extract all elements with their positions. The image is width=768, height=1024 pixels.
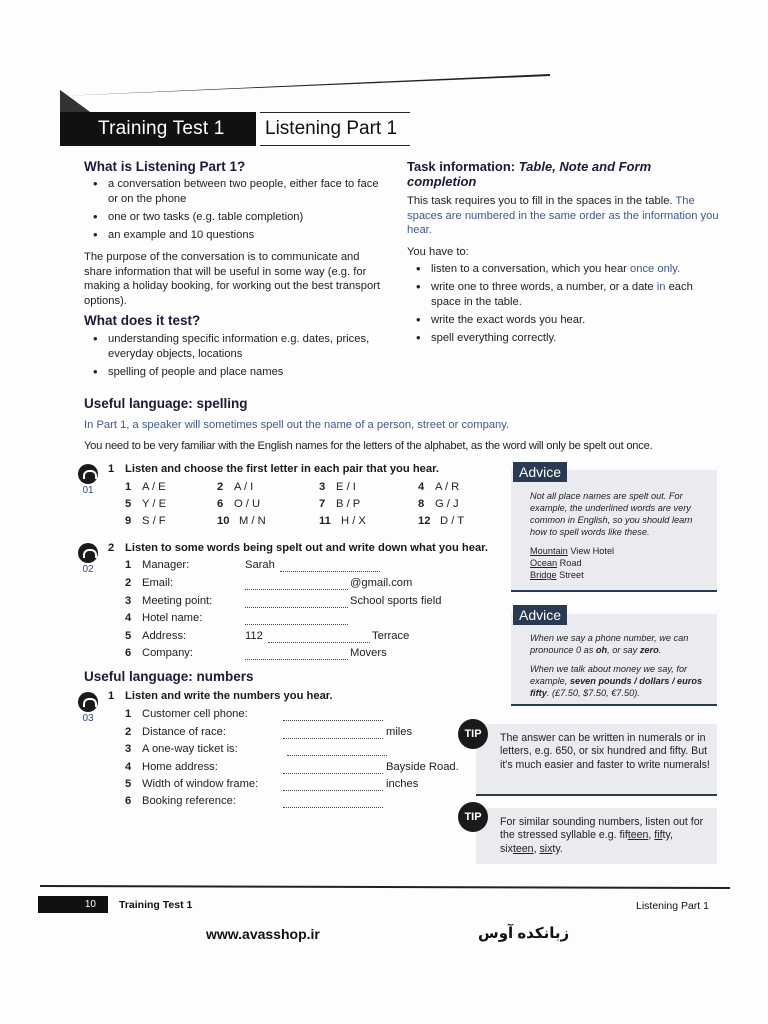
what-is-bullets — [84, 177, 384, 246]
numbers-heading: Useful language: numbers — [84, 669, 254, 684]
letter-pair: 1 A / E — [125, 481, 166, 493]
q2-suffix: @gmail.com — [350, 577, 413, 589]
list-item: • spell everything correctly. — [407, 331, 722, 346]
what-test-bullets — [84, 332, 384, 383]
q2-item: 5 Address: — [125, 630, 187, 642]
track-number: 01 — [82, 485, 94, 496]
tip-text: For similar sounding numbers, listen out for the stressed syllable e.g. fifteen, fifty, sixteen, sixty. — [500, 816, 704, 855]
page-subtitle: Listening Part 1 — [265, 118, 398, 139]
letter-pair: 8 G / J — [418, 498, 459, 510]
letter-pair: 12 D / T — [418, 515, 465, 527]
numbers-item: 6 Booking reference: — [125, 795, 236, 807]
answer-blank[interactable] — [245, 615, 348, 625]
numbers-item: 2 Distance of race: — [125, 726, 226, 738]
footer-right: Listening Part 1 — [636, 900, 709, 912]
track-number: 02 — [82, 564, 94, 575]
letter-pair: 10 M / N — [217, 515, 266, 527]
q2-item: 2 Email: — [125, 577, 174, 589]
advice-example: Mountain View Hotel — [530, 546, 615, 556]
q2-suffix: School sports field — [350, 595, 442, 607]
what-is-heading: What is Listening Part 1? — [84, 159, 246, 174]
task-info-paragraph: This task requires you to fill in the spaces in the table. The spaces are numbered in the same order as the information you hear. — [407, 195, 719, 236]
numbers-suffix: inches — [386, 778, 419, 790]
q2-prefill: 112 — [245, 630, 263, 642]
what-test-heading: What does it test? — [84, 313, 201, 328]
numbers-suffix: miles — [386, 726, 413, 738]
list-item: • understanding specific information e.g. dates, prices, everyday objects, locations — [84, 332, 384, 361]
page-title: Training Test 1 — [98, 118, 225, 139]
q2-prefill: Sarah — [245, 559, 275, 571]
numbers-item: 3 A one-way ticket is: — [125, 743, 238, 755]
tip-divider — [476, 794, 717, 796]
letter-pair: 9 S / F — [125, 515, 166, 527]
answer-blank[interactable] — [283, 764, 383, 774]
task-bullets — [407, 262, 722, 349]
you-have-to: You have to: — [407, 246, 469, 258]
advice-divider — [511, 704, 717, 706]
list-item: • a conversation between two people, either face to face or on the phone — [84, 177, 384, 206]
advice-example: Ocean Road — [530, 558, 582, 568]
audio-track-01[interactable] — [77, 464, 99, 496]
tip-badge: TIP — [458, 719, 488, 749]
answer-blank[interactable] — [283, 781, 383, 791]
answer-blank[interactable] — [283, 711, 383, 721]
answer-blank[interactable] — [283, 729, 383, 739]
list-item: • write the exact words you hear. — [407, 313, 722, 328]
spelling-heading: Useful language: spelling — [84, 396, 248, 411]
tip-text: The answer can be written in numerals or in letters, e.g. 650, or six hundred and fifty. But it's much easier and faster to write numerals! — [500, 732, 710, 771]
answer-blank[interactable] — [268, 633, 370, 643]
headphones-icon — [78, 692, 98, 712]
numbers-item: 4 Home address: — [125, 761, 218, 773]
answer-blank[interactable] — [280, 562, 380, 572]
list-item: • spelling of people and place names — [84, 365, 384, 380]
spelling-line-1: In Part 1, a speaker will sometimes spell out the name of a person, street or company. — [84, 419, 510, 431]
answer-blank[interactable] — [287, 746, 387, 756]
watermark-brand: زبانکده آوس — [478, 925, 570, 942]
headphones-icon — [78, 464, 98, 484]
numbers-suffix: Bayside Road. — [386, 761, 459, 773]
advice-text: When we say a phone number, we can pronounce 0 as oh, or say zero. — [530, 633, 689, 655]
tip-badge: TIP — [458, 802, 488, 832]
letter-pair: 4 A / R — [418, 481, 460, 493]
list-item: • write one to three words, a number, or a date in each space in the table. — [407, 280, 722, 309]
numbers-item: 1 Customer cell phone: — [125, 708, 248, 720]
q2-item: 6 Company: — [125, 647, 193, 659]
audio-track-03[interactable] — [77, 692, 99, 724]
answer-blank[interactable] — [245, 650, 348, 660]
answer-blank[interactable] — [283, 798, 383, 808]
numbers-q-heading: 1 Listen and write the numbers you hear. — [108, 690, 333, 702]
advice-text: When we talk about money we say, for example, seven pounds / dollars / euros fifty. (£7.50, $7.50, €7.50). — [530, 664, 703, 698]
footer-rule — [40, 882, 730, 892]
numbers-item: 5 Width of window frame: — [125, 778, 259, 790]
advice-text: Not all place names are spelt out. For example, the underlined words are very common in English, so you should learn how to spell words like these. — [530, 491, 693, 537]
letter-pair: 3 E / I — [319, 481, 356, 493]
advice-example: Bridge Street — [530, 570, 584, 580]
q1-heading: 1 Listen and choose the first letter in each pair that you hear. — [108, 463, 439, 475]
advice-tag: Advice — [513, 462, 567, 482]
q2-item: 3 Meeting point: — [125, 595, 213, 607]
spelling-line-2: You need to be very familiar with the English names for the letters of the alphabet, as the word will only be spelt out once. — [84, 440, 653, 452]
page-number: 10 — [38, 896, 108, 913]
letter-pair: 2 A / I — [217, 481, 254, 493]
answer-blank[interactable] — [245, 580, 348, 590]
audio-track-02[interactable] — [77, 543, 99, 575]
letter-pair: 11 H / X — [319, 515, 366, 527]
answer-blank[interactable] — [245, 598, 348, 608]
letter-pair: 7 B / P — [319, 498, 361, 510]
q2-item: 4 Hotel name: — [125, 612, 203, 624]
letter-pair: 6 O / U — [217, 498, 261, 510]
letter-pair: 5 Y / E — [125, 498, 167, 510]
list-item: • one or two tasks (e.g. table completion) — [84, 210, 384, 225]
advice-tag: Advice — [513, 605, 567, 625]
headphones-icon — [78, 543, 98, 563]
track-number: 03 — [82, 713, 94, 724]
purpose-paragraph: The purpose of the conversation is to communicate and share information that will be useful in some way (e.g. for making a holiday booking, for working out the best transport options). — [84, 251, 381, 307]
task-info-heading: Task information: Table, Note and Form completion — [407, 159, 652, 189]
q2-suffix: Terrace — [372, 630, 410, 642]
advice-divider — [511, 590, 717, 592]
list-item: • listen to a conversation, which you hear once only. — [407, 262, 722, 277]
q2-item: 1 Manager: — [125, 559, 190, 571]
watermark-url[interactable]: www.avasshop.ir — [206, 926, 320, 942]
q2-heading: 2 Listen to some words being spelt out and write down what you hear. — [108, 542, 489, 554]
list-item: • an example and 10 questions — [84, 228, 384, 243]
q2-suffix: Movers — [350, 647, 387, 659]
footer-left: Training Test 1 — [119, 899, 193, 911]
